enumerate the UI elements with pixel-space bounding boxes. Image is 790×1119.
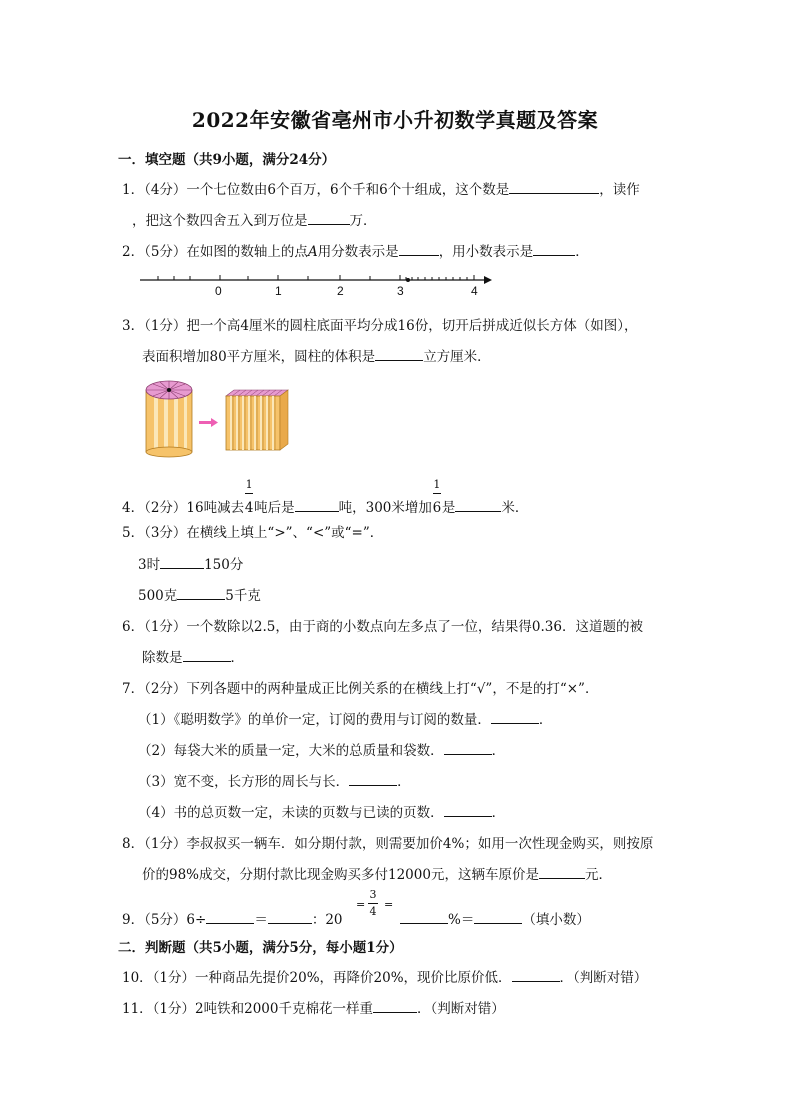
- question-6-line-2: [142, 646, 244, 666]
- q9-pct: %＝: [448, 912, 475, 928]
- q7-blank-3[interactable]: [349, 773, 397, 786]
- q8-blank-price[interactable]: [539, 866, 585, 879]
- cuboid-icon: [226, 390, 288, 450]
- q7-item-1-text: （1）《聪明数学》的单价一定，订阅的费用与订阅的数量．: [138, 712, 491, 728]
- q7-item-3-text: （3）宽不变，长方形的周长与长．: [138, 774, 350, 790]
- question-9: [122, 908, 343, 928]
- q5-row-2-right: 5千克: [225, 588, 261, 604]
- question-7-item-2: [138, 739, 505, 759]
- q9-equals-2: =: [356, 898, 366, 911]
- q6-blank-dividend[interactable]: [183, 649, 231, 662]
- q9-equals-3: =: [384, 898, 394, 911]
- q2-text-a: 2．（5分）在如图的数轴上的点: [122, 244, 308, 260]
- q9-tail-text: （填小数）: [522, 912, 590, 928]
- q10-blank[interactable]: [512, 969, 560, 982]
- q4-text-b: 吨后是: [254, 500, 295, 516]
- number-line-label-1: 1: [275, 284, 282, 298]
- number-line-label-0: 0: [215, 284, 222, 298]
- q2-blank-fraction[interactable]: [399, 243, 439, 256]
- q9-colon: ：20: [311, 912, 343, 928]
- q8-text-c: 元．: [584, 867, 612, 883]
- q8-text-b: 价的98%成交，分期付款比现金购买多付12000元，这辆车原价是: [142, 867, 539, 883]
- q5-blank-1[interactable]: [160, 556, 204, 569]
- q2-text-d: ．: [575, 244, 589, 260]
- q10-text-a: 10．（1分）一种商品先提价20%，再降价20%，现价比原价低．: [122, 970, 512, 986]
- q9-blank-percent[interactable]: [400, 911, 448, 924]
- q7-blank-2[interactable]: [444, 742, 492, 755]
- q4-fraction-1: [244, 478, 254, 516]
- question-8-line-2: [142, 863, 612, 883]
- q1-blank-round[interactable]: [308, 212, 350, 225]
- cylinder-icon: [146, 381, 192, 457]
- q9-blank-ratio[interactable]: [268, 911, 312, 924]
- q4-text-d: 是: [441, 500, 456, 516]
- q6-text-c: ．: [230, 650, 244, 666]
- transform-arrow-icon: [199, 418, 218, 427]
- q10-text-b: ．（判断对错）: [559, 970, 648, 986]
- question-4: [122, 478, 529, 516]
- question-7: 7．（2分）下列各题中的两种量成正比例关系的在横线上打“√”，不是的打“×”．: [122, 681, 599, 697]
- q11-blank[interactable]: [373, 1000, 417, 1013]
- q2-point-label: A: [307, 244, 318, 260]
- page-title: 2022年安徽省亳州市小升初数学真题及答案: [191, 108, 599, 132]
- q4-text-e: 米．: [501, 500, 529, 516]
- q7-item-3-end: ．: [397, 774, 411, 790]
- question-5-row-1: [138, 553, 243, 573]
- q2-blank-decimal[interactable]: [533, 243, 575, 256]
- q4-fraction-2-numerator: 1: [433, 478, 441, 491]
- q4-text-a: 4．（2分）16吨减去: [122, 500, 245, 516]
- q1-text-b: ，读作: [599, 182, 640, 198]
- q6-text-b: 除数是: [142, 650, 183, 666]
- q11-text-a: 11．（1分）2吨铁和2000千克棉花一样重: [122, 1001, 373, 1017]
- q7-item-4-text: （4）书的总页数一定，未读的页数与已读的页数．: [138, 805, 444, 821]
- q7-blank-4[interactable]: [444, 804, 492, 817]
- q2-text-b: 用分数表示是: [317, 244, 399, 260]
- q9-blank-divisor[interactable]: [206, 911, 254, 924]
- q9-fraction-bar: [368, 903, 378, 904]
- q7-item-4-end: ．: [491, 805, 506, 821]
- q7-item-1-end: ．: [538, 712, 553, 728]
- section-fill-heading: 一．填空题（共9小题，满分24分）: [118, 152, 336, 168]
- q11-text-b: ．（判断对错）: [416, 1001, 505, 1017]
- question-7-item-1: [138, 708, 552, 728]
- question-5: 5．（3分）在横线上填上“>”、“<”或“=”．: [122, 525, 384, 541]
- q5-row-1-left: 3时: [138, 557, 161, 573]
- q3-text-b: 表面积增加80平方厘米，圆柱的体积是: [142, 349, 376, 365]
- q9-blank-decimal[interactable]: [474, 911, 522, 924]
- question-7-item-4: [138, 801, 505, 821]
- number-line-arrow: [484, 276, 492, 284]
- q5-blank-2[interactable]: [177, 587, 225, 600]
- cylinder-to-cuboid-figure: [142, 378, 292, 458]
- q4-fraction-1-numerator: 1: [245, 478, 253, 491]
- question-10: [122, 966, 647, 986]
- question-9-tail: [400, 908, 590, 928]
- q5-row-2-left: 500克: [138, 588, 178, 604]
- q2-text-c: ，用小数表示是: [438, 244, 534, 260]
- q7-blank-1[interactable]: [491, 711, 539, 724]
- q3-text-c: 立方厘米．: [423, 349, 491, 365]
- q4-fraction-1-denominator: 4: [244, 500, 254, 516]
- point-a-marker: [406, 278, 410, 282]
- q4-text-c: 吨，300米增加: [338, 500, 432, 516]
- number-line-label-4: 4: [471, 284, 478, 298]
- q9-fraction-denominator: 4: [369, 905, 377, 918]
- number-line-label-3: 3: [397, 284, 404, 298]
- question-3-line-2: [142, 345, 491, 365]
- q9-text-a: 9．（5分）6÷: [122, 912, 207, 928]
- question-1-line-1: [122, 178, 640, 198]
- question-2: [122, 240, 589, 260]
- q1-text-c: ，把这个数四舍五入到万位是: [132, 213, 308, 229]
- question-6-line-1: 6．（1分）一个数除以2.5，由于商的小数点向左多点了一位，结果得0.36．这道题的被: [122, 619, 643, 635]
- section-judge-heading: 二．判断题（共5小题，满分5分，每小题1分）: [118, 940, 403, 956]
- number-line-label-2: 2: [337, 284, 344, 298]
- question-1-line-2: [132, 209, 377, 229]
- question-11: [122, 997, 505, 1017]
- q1-text-d: 万．: [349, 213, 377, 229]
- question-8-line-1: 8．（1分）李叔叔买一辆车．如分期付款，则需要加价4%；如用一次性现金购买，则按原: [122, 836, 654, 852]
- number-line: [138, 268, 498, 304]
- q1-blank-number[interactable]: [509, 181, 599, 194]
- q4-fraction-2: [432, 478, 442, 516]
- question-7-item-3: [138, 770, 411, 790]
- q4-blank-tons[interactable]: [295, 499, 339, 512]
- question-5-row-2: [138, 584, 261, 604]
- q7-item-2-text: （2）每袋大米的质量一定，大米的总质量和袋数．: [138, 743, 444, 759]
- q9-fraction-numerator: 3: [369, 888, 377, 901]
- q9-eq: ＝: [254, 912, 268, 928]
- question-3-line-1: 3．（1分）把一个高4厘米的圆柱底面平均分成16份，切开后拼成近似长方体（如图），: [122, 318, 638, 334]
- q4-blank-meters[interactable]: [455, 499, 501, 512]
- q3-blank-volume[interactable]: [375, 348, 423, 361]
- q1-text-a: 1．（4分）一个七位数由6个百万，6个千和6个十组成，这个数是: [122, 182, 510, 198]
- q4-fraction-2-denominator: 6: [432, 500, 442, 516]
- q5-row-1-right: 150分: [204, 557, 244, 573]
- q7-item-2-end: ．: [491, 743, 506, 759]
